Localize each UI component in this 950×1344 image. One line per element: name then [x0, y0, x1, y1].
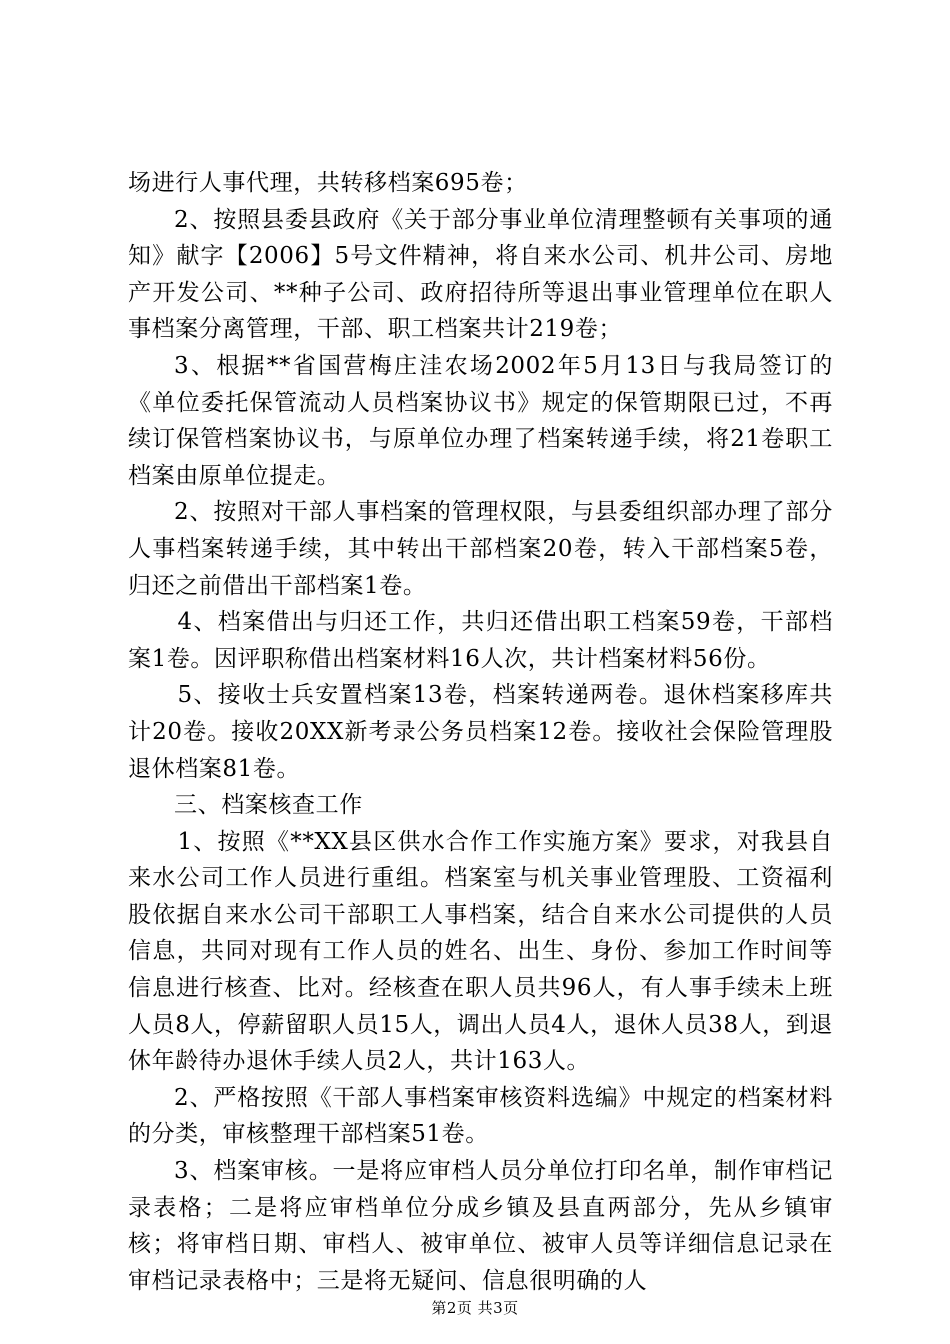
paragraph-item-2-cadre-transfer: 2、按照对干部人事档案的管理权限，与县委组织部办理了部分人事档案转递手续，其中转出干部档案20卷，转入干部档案5卷，归还之前借出干部档案1卷。 — [128, 499, 833, 599]
paragraph-item-4-borrow-return: 4、档案借出与归还工作，共归还借出职工档案59卷，干部档案1卷。因评职称借出档案材料16人次，共计档案材料56份。 — [128, 609, 833, 672]
document-body — [128, 165, 833, 1299]
paragraph-item-1-water-company: 1、按照《**XX县区供水合作工作实施方案》要求，对我县自来水公司工作人员进行重组。档案室与机关事业管理股、工资福利股依据自来水公司干部职工人事档案，结合自来水公司提供的人员信息，共同对现有工作人员的姓名、出生、身份、参加工作时间等信息进行核查、比对。经核查在职人员共96人，有人事手续未上班人员8人，停薪留职人员15人，调出人员4人，退休人员38人，到退休年龄待办退休手续人员2人，共计163人。 — [128, 828, 833, 1075]
paragraph-item-2-audit-organize: 2、严格按照《干部人事档案审核资料选编》中规定的档案材料的分类，审核整理干部档案51卷。 — [128, 1084, 833, 1148]
paragraph-continuation: 场进行人事代理，共转移档案695卷； — [128, 170, 528, 196]
page-number-footer: 第2页 共3页 — [431, 1299, 519, 1317]
paragraph-item-5-receive-archives: 5、接收士兵安置档案13卷，档案转递两卷。退休档案移库共计20卷。接收20XX新考录公务员档案12卷。接收社会保险管理股退休档案81卷。 — [128, 682, 833, 782]
section-heading-archive-check: 三、档案核查工作 — [174, 792, 363, 819]
paragraph-item-3-archive-audit: 3、档案审核。一是将应审档人员分单位打印名单，制作审档记录表格；二是将应审档单位分成乡镇及县直两部分，先从乡镇审核；将审档日期、审档人、被审单位、被审人员等详细信息记录在审档记录表格中；三是将无疑问、信息很明确的人 — [128, 1158, 833, 1294]
paragraph-item-2-unit-cleanup: 2、按照县委县政府《关于部分事业单位清理整顿有关事项的通知》献字【2006】5号文件精神，将自来水公司、机井公司、房地产开发公司、**种子公司、政府招待所等退出事业管理单位在职人事档案分离管理，干部、职工档案共计219卷； — [128, 206, 833, 343]
paragraph-item-3-farm-transfer: 3、根据**省国营梅庄洼农场2002年5月13日与我局签订的《单位委托保管流动人员档案协议书》规定的保管期限已过，不再续订保管档案协议书，与原单位办理了档案转递手续，将21卷职工档案由原单位提走。 — [128, 352, 833, 489]
